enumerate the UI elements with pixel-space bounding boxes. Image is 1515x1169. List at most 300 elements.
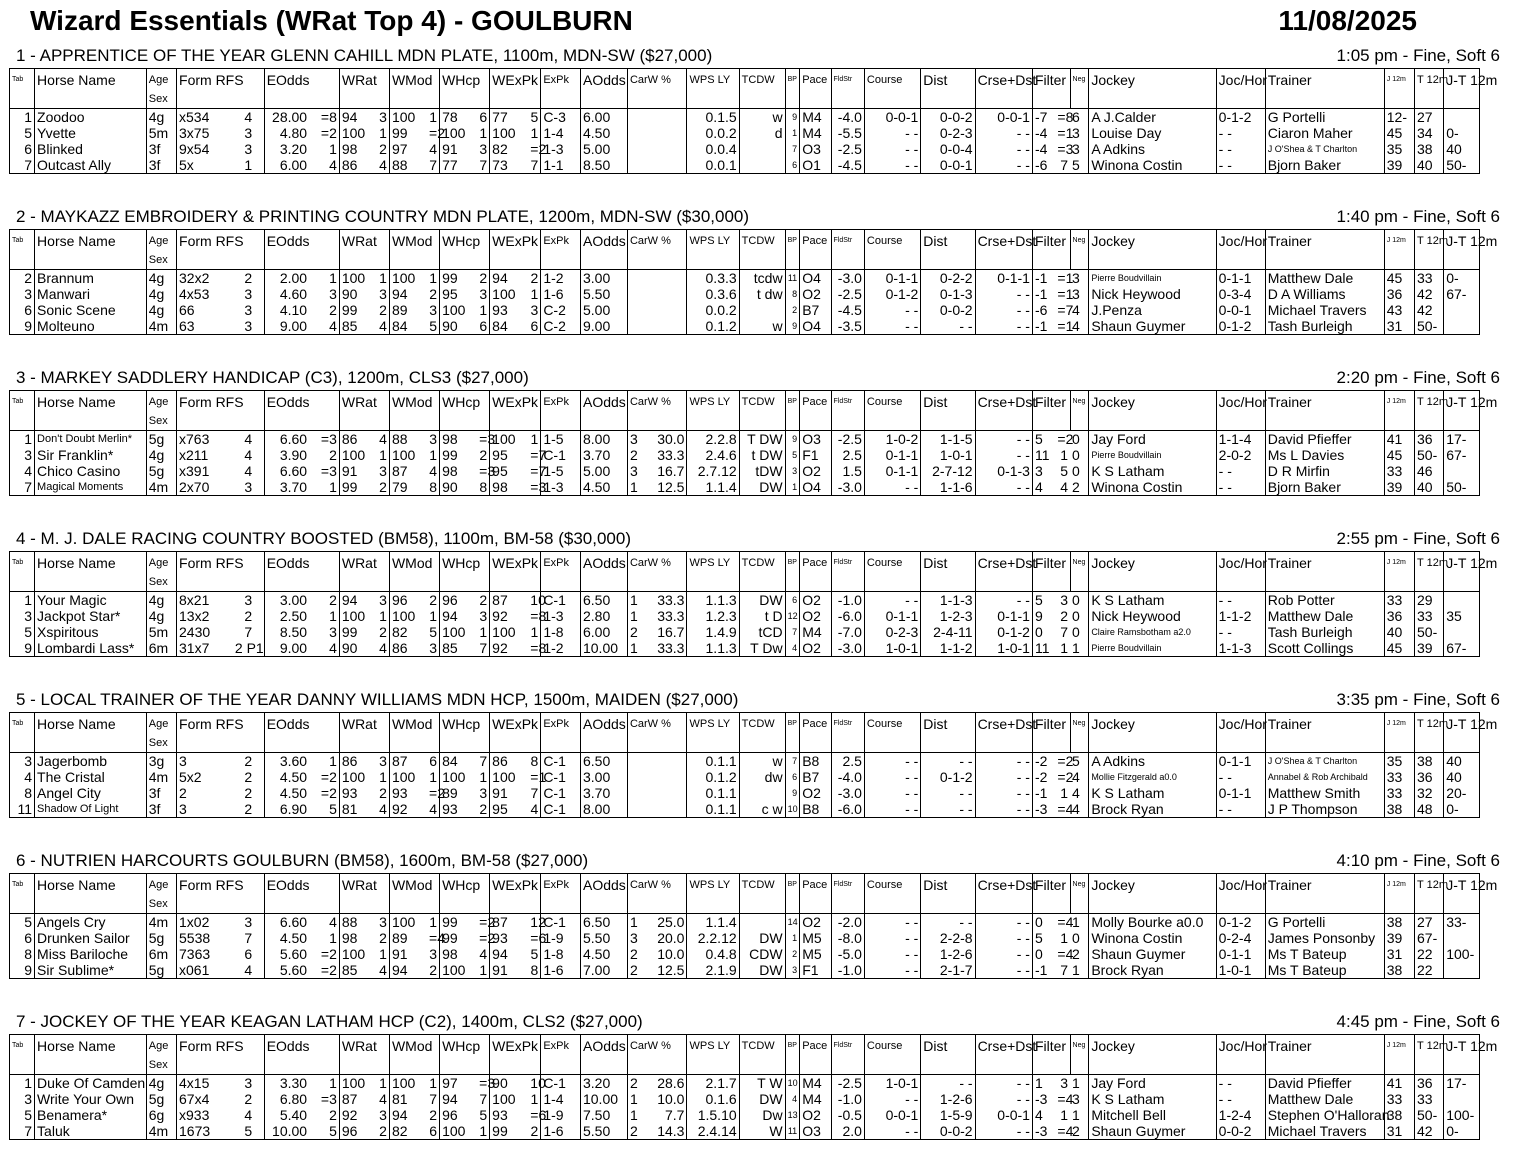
cell-value: 8	[528, 962, 541, 979]
cell-value: 84	[440, 753, 478, 770]
cell-value: -1.0	[831, 1091, 864, 1107]
cell-value: 3	[1032, 463, 1055, 479]
cell-trainer: Michael Travers	[1265, 1123, 1384, 1140]
cell-value: 3.00	[264, 592, 309, 609]
cell-value: 0	[1072, 608, 1080, 624]
column-header: BP	[785, 69, 800, 92]
column-header: J-T 12m	[1444, 69, 1480, 92]
cell-value: W	[739, 1123, 785, 1140]
cell-value: 32x2	[177, 270, 233, 287]
race-table	[9, 390, 1498, 496]
column-header: Jockey	[1089, 391, 1216, 414]
cell-value: 4	[427, 801, 440, 818]
cell-value: 8x21	[177, 592, 233, 609]
cell-value: 5	[1070, 157, 1089, 174]
column-header: WMod	[389, 391, 439, 414]
cell-value: 96	[389, 592, 427, 609]
column-header: J 12m	[1384, 1035, 1414, 1058]
cell-value: 2.5	[831, 447, 864, 463]
cell-horse-name: Taluk	[35, 1123, 147, 1140]
cell-value: 100	[339, 270, 377, 287]
cell-value: 93	[490, 930, 529, 946]
cell-value: 12	[530, 914, 546, 930]
column-header: Filter	[1032, 552, 1070, 575]
cell-value: 90	[440, 479, 478, 496]
sub-header-empty	[264, 91, 339, 109]
sub-header-empty	[1265, 896, 1384, 914]
cell-value	[647, 302, 687, 318]
horse-row	[10, 141, 1480, 157]
cell-value: 3	[1072, 270, 1080, 286]
cell-value: 4	[377, 640, 390, 657]
cell-value: 1	[785, 930, 800, 946]
sub-header-empty	[389, 1057, 439, 1075]
cell-value: 0-1-1	[975, 270, 1032, 287]
cell-value: 12.5	[647, 962, 687, 979]
cell-value: 2	[244, 608, 253, 624]
cell-value: 0-1-1	[864, 608, 920, 624]
cell-horse-name: Magical Moments	[35, 479, 147, 496]
cell-value	[647, 157, 687, 174]
cell-value: 50-	[1415, 1107, 1444, 1123]
cell-value: 2-2-8	[921, 930, 975, 946]
cell-value: 8.00	[580, 431, 627, 448]
cell-value: w	[739, 318, 785, 335]
cell-value: 4	[1070, 318, 1089, 335]
sub-header-empty	[627, 413, 687, 431]
cell-value: C-3	[541, 109, 581, 126]
cell-value: 2	[379, 141, 387, 157]
cell-jockey: Nick Heywood	[1089, 286, 1216, 302]
cell-value: 88	[339, 914, 377, 931]
column-header: WHcp	[440, 713, 490, 736]
cell-value: 1	[429, 109, 438, 125]
cell-value: 7	[479, 753, 488, 769]
cell-value: -3.0	[831, 640, 864, 657]
cell-value: 1	[379, 946, 387, 962]
cell-jockey: J.Penza	[1089, 302, 1216, 318]
cell-value: 25.0	[657, 914, 685, 930]
sub-header-empty	[627, 574, 687, 592]
column-header: Filter	[1032, 713, 1070, 736]
column-header: WExPk	[490, 69, 541, 92]
cell-value: - -	[1216, 141, 1265, 157]
cell-value: 3	[244, 125, 253, 141]
cell-value: - -	[864, 801, 920, 818]
cell-value: 1-2-6	[921, 1091, 975, 1107]
column-header: EOdds	[264, 391, 339, 414]
cell-value: O2	[800, 286, 831, 302]
cell-value: 1	[1060, 930, 1069, 946]
cell-value: 1	[785, 479, 800, 496]
column-header: Dist	[921, 552, 975, 575]
cell-value: 46	[1415, 463, 1444, 479]
cell-value: =4	[1057, 946, 1074, 962]
cell-value: 5	[309, 1123, 339, 1140]
cell-value: 6	[244, 946, 253, 962]
cell-value: 3	[785, 962, 800, 979]
cell-value: 3.20	[580, 1075, 627, 1092]
column-header: J 12m	[1384, 874, 1414, 897]
sub-header-empty	[1265, 252, 1384, 270]
cell-value: - -	[1216, 769, 1265, 785]
cell-jockey: Brock Ryan	[1089, 962, 1216, 979]
sub-header-empty	[35, 735, 147, 753]
cell-value: 1-2	[541, 270, 581, 287]
sub-header-empty	[541, 735, 581, 753]
cell-value: 8.50	[580, 157, 627, 174]
race-title: 3 - MARKEY SADDLERY HANDICAP (C3), 1200m, CLS3 ($27,000)	[16, 368, 529, 387]
cell-value: 39	[1384, 930, 1414, 946]
cell-value: 2	[379, 302, 387, 318]
cell-jockey: Claire Ramsbotham a2.0	[1089, 624, 1216, 640]
cell-value: 9.00	[580, 318, 627, 335]
cell-value: 0	[1072, 431, 1080, 447]
column-header: Trainer	[1265, 230, 1384, 253]
column-header: Trainer	[1265, 874, 1384, 897]
cell-value: - -	[975, 753, 1032, 770]
cell-value: 98	[440, 463, 478, 479]
sub-header-sex: Sex	[146, 574, 176, 592]
cell-value: 20.0	[657, 930, 685, 946]
sub-header-empty	[1415, 413, 1444, 431]
cell-value	[627, 125, 647, 141]
cell-value: =6	[530, 1107, 547, 1123]
sub-header-empty	[1415, 91, 1444, 109]
column-header: Joc/Hor	[1216, 230, 1265, 253]
column-header: Neg	[1070, 230, 1089, 253]
cell-value: =2	[1057, 769, 1074, 785]
cell-value: 6	[785, 592, 800, 609]
sub-header-empty	[975, 413, 1032, 431]
column-header: T 12m	[1415, 874, 1444, 897]
cell-value: 5	[429, 624, 438, 640]
cell-value	[647, 286, 687, 302]
horse-row	[10, 930, 1480, 946]
sub-header-empty	[389, 252, 439, 270]
cell-value: 98	[440, 946, 478, 962]
cell-value: x933	[177, 1107, 233, 1123]
cell-value: =2	[429, 785, 445, 801]
cell-value: =1	[1057, 286, 1074, 302]
cell-value: 100	[490, 286, 529, 302]
sub-header-empty	[975, 252, 1032, 270]
cell-value: 2	[379, 624, 387, 640]
cell-value: -6	[1032, 157, 1055, 174]
cell-value: =2	[320, 785, 337, 801]
cell-value: 2.80	[580, 608, 627, 624]
cell-value: 1	[627, 479, 647, 496]
cell-value: 10.00	[580, 640, 627, 657]
cell-value: 1	[1072, 1107, 1080, 1123]
sub-header-empty	[1070, 574, 1089, 592]
cell-value: 1-8	[541, 946, 581, 962]
cell-value: =3	[320, 463, 337, 479]
column-header: ExPk	[541, 713, 581, 736]
sub-header-empty	[800, 1057, 831, 1075]
sub-header-empty	[1384, 413, 1414, 431]
cell-value: 1-1-6	[921, 479, 975, 496]
sub-header-empty	[580, 1057, 627, 1075]
cell-value: O2	[800, 640, 831, 657]
cell-value: 6	[10, 141, 35, 157]
cell-value: 9	[10, 318, 35, 335]
cell-value: 43	[1384, 302, 1414, 318]
cell-value: 6	[10, 930, 35, 946]
cell-value: 33	[1384, 463, 1414, 479]
cell-value: 89	[440, 785, 478, 801]
cell-value: 1	[1032, 1075, 1055, 1092]
column-header: Tab	[10, 230, 35, 253]
column-header: Course	[864, 1035, 920, 1058]
cell-value: 4	[528, 801, 541, 818]
column-header: Tab	[10, 552, 35, 575]
sub-header-empty	[975, 735, 1032, 753]
cell-value: 78	[440, 109, 478, 126]
sub-header-empty	[440, 574, 490, 592]
cell-jockey: Mollie Fitzgerald a0.0	[1089, 769, 1216, 785]
sub-header-empty	[864, 413, 920, 431]
cell-value: 4	[379, 1091, 387, 1107]
horse-row	[10, 431, 1480, 448]
cell-value: -2.5	[831, 1075, 864, 1092]
cell-value: 1	[309, 479, 339, 496]
cell-value: -2.5	[831, 286, 864, 302]
sub-header-sex: Sex	[146, 252, 176, 270]
sub-header-empty	[1444, 91, 1480, 109]
cell-trainer: J O'Shea & T Charlton	[1265, 141, 1384, 157]
cell-value: 10	[785, 1075, 800, 1092]
cell-value: DW	[739, 930, 785, 946]
cell-value: 40	[1444, 753, 1480, 770]
cell-value: 100	[339, 1075, 377, 1092]
sub-header-empty	[264, 735, 339, 753]
cell-value: 2	[329, 302, 337, 318]
horse-row	[10, 962, 1480, 979]
cell-value: 4g	[146, 447, 176, 463]
cell-value: 4x15	[177, 1075, 233, 1092]
cell-value: 9	[785, 785, 800, 801]
column-header: Horse Name	[35, 552, 147, 575]
cell-value: 3	[479, 286, 488, 302]
column-header: J 12m	[1384, 713, 1414, 736]
cell-value: 1	[233, 157, 264, 174]
column-header: EOdds	[264, 1035, 339, 1058]
cell-value: - -	[975, 769, 1032, 785]
column-header: WExPk	[490, 230, 541, 253]
cell-value: 5g	[146, 930, 176, 946]
cell-trainer: Ms L Davies	[1265, 447, 1384, 463]
cell-value: 95	[440, 286, 478, 302]
cell-value: 2	[377, 479, 390, 496]
cell-value: - -	[975, 1075, 1032, 1092]
cell-trainer: Michael Travers	[1265, 302, 1384, 318]
sub-header-empty	[35, 1057, 147, 1075]
cell-trainer: Stephen O'Halloran	[1265, 1107, 1384, 1123]
cell-value: 1	[627, 592, 647, 609]
cell-value: 100	[389, 769, 427, 785]
cell-value: 7	[785, 141, 800, 157]
cell-value: 94	[339, 592, 377, 609]
sub-header-empty	[1216, 91, 1265, 109]
cell-value: 1-2-6	[921, 946, 975, 962]
cell-value: C-1	[541, 753, 581, 770]
column-header: WPS LY	[687, 713, 739, 736]
column-header-row	[10, 230, 1480, 253]
sub-header-empty	[177, 413, 265, 431]
column-header-row	[10, 391, 1480, 414]
sub-header-empty	[541, 1057, 581, 1075]
cell-value: 5m	[146, 125, 176, 141]
cell-horse-name: Drunken Sailor	[35, 930, 147, 946]
cell-value: 7	[429, 1091, 438, 1107]
cell-value: 7	[530, 785, 539, 801]
cell-value: 1-1-2	[921, 640, 975, 657]
sub-header-empty	[10, 91, 35, 109]
cell-value: 3	[244, 1075, 253, 1091]
cell-value: 0-	[1444, 125, 1480, 141]
cell-value: 100-	[1444, 946, 1480, 962]
cell-value: t DW	[739, 447, 785, 463]
sub-header-empty	[864, 735, 920, 753]
column-header: WMod	[389, 552, 439, 575]
cell-value: - -	[864, 1091, 920, 1107]
sub-header-empty	[921, 574, 975, 592]
cell-value: 8.50	[264, 624, 309, 640]
cell-value: 2-1-7	[921, 962, 975, 979]
horse-row	[10, 640, 1480, 657]
cell-value: 7	[528, 157, 541, 174]
cell-value: 0-0-1	[921, 157, 975, 174]
cell-value: 36	[1415, 431, 1444, 448]
column-header: CarW %	[627, 552, 687, 575]
cell-value: 45	[1384, 125, 1414, 141]
cell-value: 33.3	[657, 592, 685, 608]
cell-horse-name: Xspiritous	[35, 624, 147, 640]
cell-value: 1-1-3	[1216, 640, 1265, 657]
cell-value: 0-0-2	[921, 302, 975, 318]
sub-header-empty	[1415, 252, 1444, 270]
sub-header-sex: Sex	[146, 413, 176, 431]
cell-value: 4g	[146, 109, 176, 126]
cell-value	[647, 769, 687, 785]
cell-value: 7	[244, 624, 253, 640]
cell-value: 3	[244, 302, 253, 318]
cell-value: 1	[429, 270, 438, 286]
cell-value: 0-0-4	[921, 141, 975, 157]
cell-value: -7	[1032, 109, 1055, 126]
sub-header-empty	[1384, 1057, 1414, 1075]
cell-value: 2	[233, 801, 264, 818]
sub-header-empty	[1032, 1057, 1070, 1075]
cell-value: 4	[785, 640, 800, 657]
cell-value: 28.6	[657, 1075, 685, 1091]
cell-jockey: Jay Ford	[1089, 431, 1216, 448]
cell-trainer: Annabel & Rob Archibald	[1265, 769, 1384, 785]
cell-value: 0	[1032, 914, 1055, 931]
cell-value: - -	[864, 753, 920, 770]
cell-value: 0.1.1	[687, 753, 739, 770]
cell-jockey: Shaun Guymer	[1089, 946, 1216, 962]
cell-value: 82	[389, 1123, 427, 1140]
cell-value: 6.50	[580, 914, 627, 931]
cell-value: 4.10	[264, 302, 309, 318]
sub-header-empty	[975, 91, 1032, 109]
cell-value: -3	[1032, 1091, 1055, 1107]
cell-value: 5	[10, 1107, 35, 1123]
cell-value: 100	[490, 431, 529, 448]
cell-value: 4	[10, 769, 35, 785]
cell-value: =2	[1057, 431, 1074, 447]
sub-header-empty	[1265, 413, 1384, 431]
cell-value: 1-1-2	[1216, 608, 1265, 624]
cell-value: 0-0-1	[1216, 302, 1265, 318]
cell-value: 88	[389, 157, 427, 174]
cell-jockey: Shaun Guymer	[1089, 1123, 1216, 1140]
cell-value: 40	[1415, 157, 1444, 174]
cell-value: 5	[1032, 431, 1055, 448]
cell-value: tCD	[739, 624, 785, 640]
cell-value: 100-	[1444, 1107, 1480, 1123]
cell-value: 91	[490, 785, 529, 801]
race-title: 2 - MAYKAZZ EMBROIDERY & PRINTING COUNTRY MDN PLATE, 1200m, MDN-SW ($30,000)	[16, 207, 750, 226]
cell-value: 86	[490, 753, 529, 770]
cell-value: 77	[440, 157, 478, 174]
cell-value: 3	[429, 302, 438, 318]
cell-value: =6	[530, 930, 547, 946]
cell-jockey: Molly Bourke a0.0	[1089, 914, 1216, 931]
sub-header-empty	[921, 735, 975, 753]
page-date: 11/08/2025	[1278, 5, 1417, 36]
cell-value: 0.4.8	[687, 946, 739, 962]
column-header: Trainer	[1265, 713, 1384, 736]
cell-value: - -	[864, 1123, 920, 1140]
cell-value: 33	[1415, 270, 1444, 287]
cell-value: -6.0	[831, 801, 864, 818]
column-header: EOdds	[264, 713, 339, 736]
sub-header-empty	[490, 735, 541, 753]
cell-horse-name: Don't Doubt Merlin*	[35, 431, 147, 448]
cell-value: - -	[975, 962, 1032, 979]
cell-value: 2.00	[264, 270, 309, 287]
cell-value: 0.1.1	[687, 801, 739, 818]
cell-value: 2	[785, 302, 800, 318]
cell-value: 9	[785, 431, 800, 448]
cell-value: 100	[490, 624, 529, 640]
cell-value: 93	[339, 785, 377, 801]
cell-value: 50-	[1415, 447, 1444, 463]
cell-value: 90	[490, 1075, 529, 1092]
cell-value: 87	[389, 753, 427, 770]
cell-value: 98	[339, 141, 377, 157]
sub-header-empty	[921, 91, 975, 109]
cell-value: 97	[389, 141, 427, 157]
cell-value: 6.50	[580, 592, 627, 609]
sub-header-empty	[831, 413, 864, 431]
cell-value: 85	[339, 318, 377, 335]
cell-value: 1	[379, 125, 387, 141]
cell-value: 3	[10, 608, 35, 624]
cell-value: 8	[530, 753, 539, 769]
cell-value: 6m	[146, 640, 176, 657]
column-header: Jockey	[1089, 230, 1216, 253]
cell-value: 4m	[146, 318, 176, 335]
cell-value: 5g	[146, 962, 176, 979]
cell-value: 96	[339, 1123, 377, 1140]
column-header: J 12m	[1384, 391, 1414, 414]
column-header: FldStr	[831, 1035, 864, 1058]
cell-value: 9	[10, 962, 35, 979]
